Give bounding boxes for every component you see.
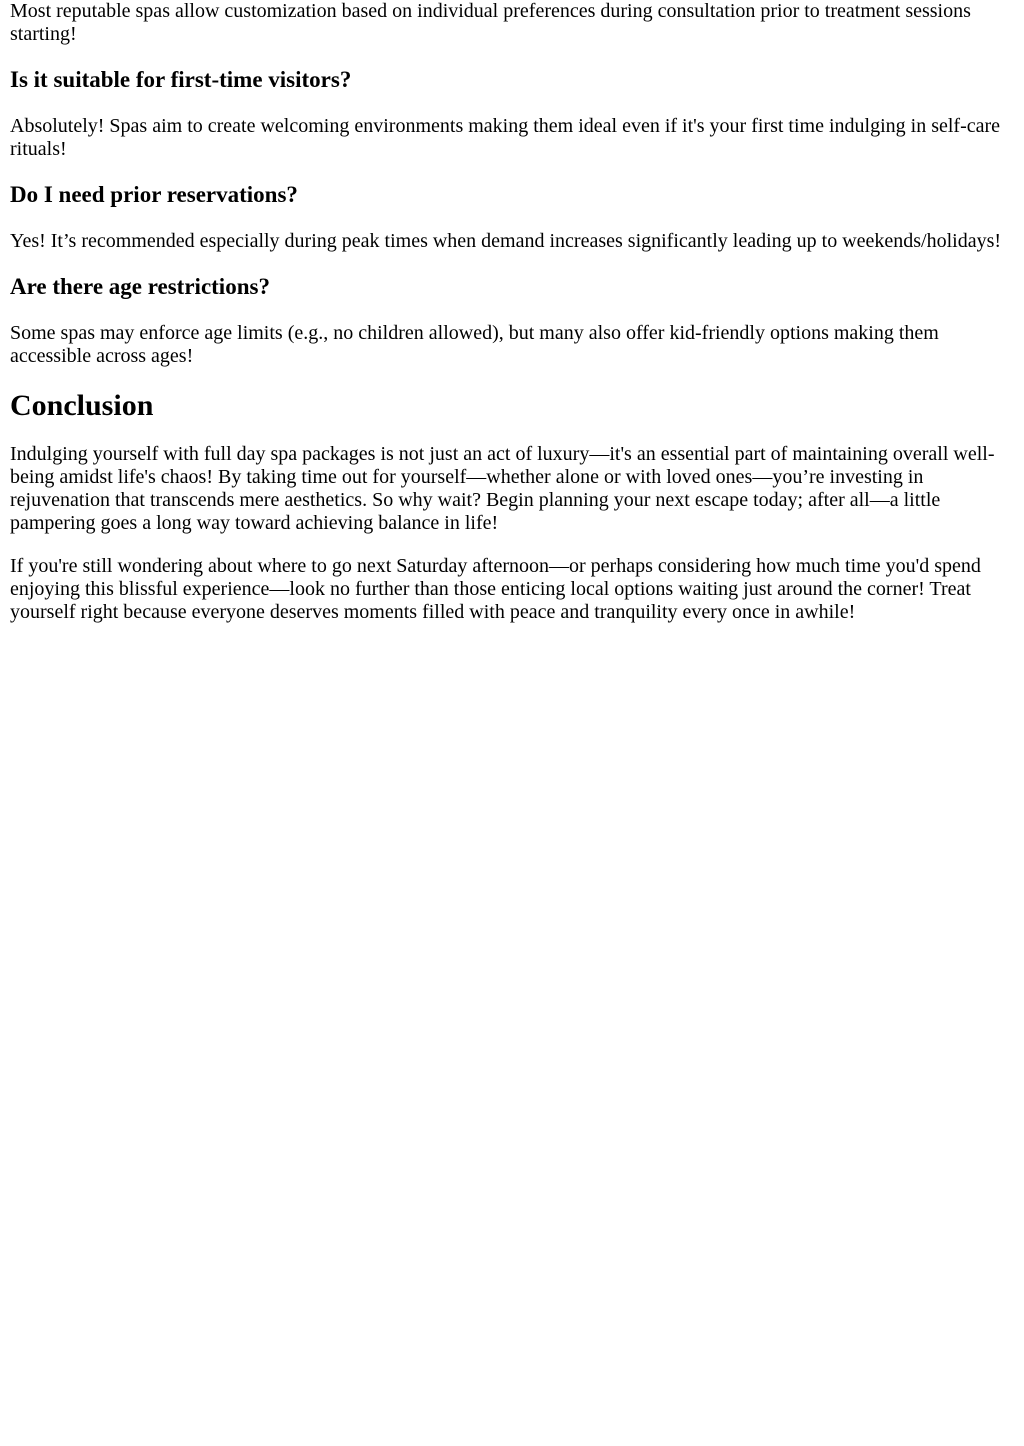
faq-question: Is it suitable for first-time visitors? xyxy=(10,67,352,92)
faq-item xyxy=(10,181,1014,253)
faq-answer: Yes! It’s recommended especially during peak times when demand increases significantly leading up to weekends/holidays! xyxy=(10,230,1002,252)
conclusion-paragraph: Indulging yourself with full day spa packages is not just an act of luxury—it's an essential part of maintaining overall well-being amidst life's chaos! By taking time out for yourself—whether alone or with loved ones—you’re investing in rejuvenation that transcends mere aesthetics. So why wait? Begin planning your next escape today; after all—a little pampering goes a long way toward achieving balance in life! xyxy=(10,443,995,534)
conclusion-heading: Conclusion xyxy=(10,389,154,422)
faq-answer: Absolutely! Spas aim to create welcoming environments making them ideal even if it's your first time indulging in self-care rituals! xyxy=(10,115,1001,160)
intro-paragraph: Most reputable spas allow customization based on individual preferences during consultation prior to treatment sessions starting! xyxy=(10,0,971,45)
faq-answer: Some spas may enforce age limits (e.g., no children allowed), but many also offer kid-friendly options making them accessible across ages! xyxy=(10,322,939,367)
faq-question: Do I need prior reservations? xyxy=(10,182,298,207)
faq-item xyxy=(10,273,1014,368)
faq-question: Are there age restrictions? xyxy=(10,274,270,299)
article-body xyxy=(10,0,1014,624)
faq-item xyxy=(10,66,1014,161)
conclusion-section xyxy=(10,388,1014,624)
conclusion-paragraph: If you're still wondering about where to go next Saturday afternoon—or perhaps considering how much time you'd spend enjoying this blissful experience—look no further than those enticing local options waiting just around the corner! Treat yourself right because everyone deserves moments filled with peace and tranquility every once in awhile! xyxy=(10,555,981,623)
